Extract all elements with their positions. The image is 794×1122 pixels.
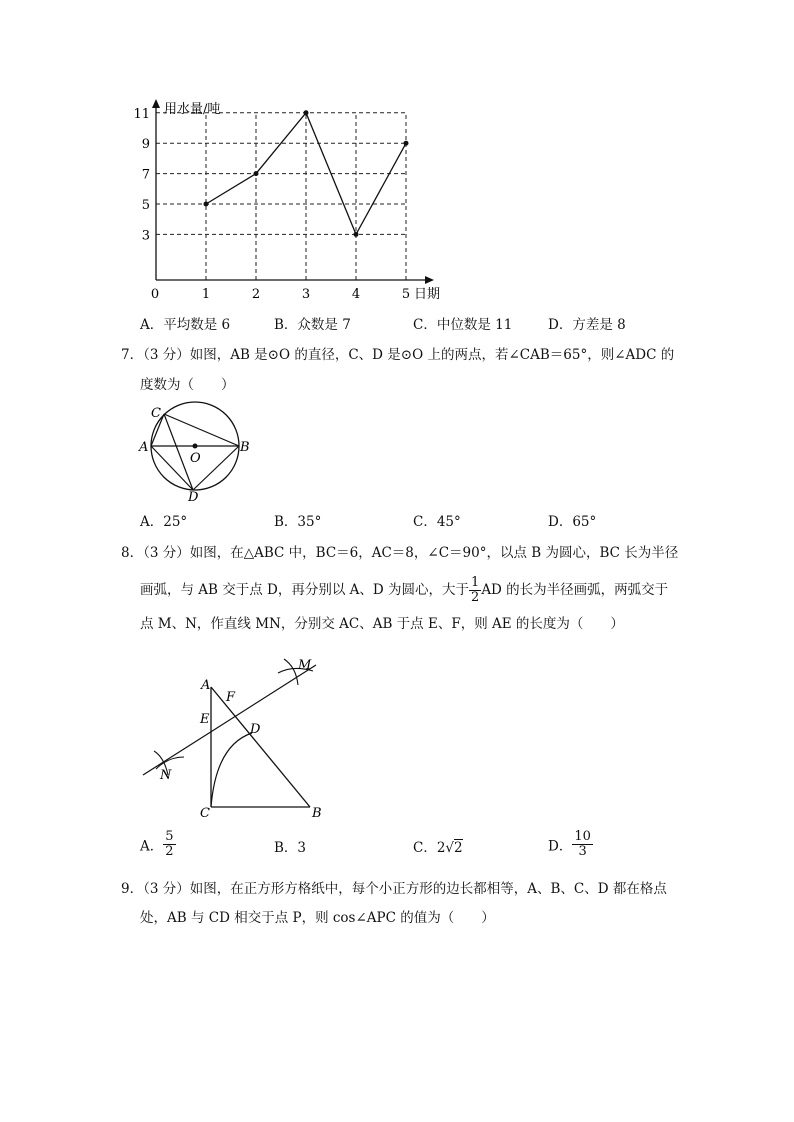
q8-stem-line3: 点 M、N，作直线 MN，分别交 AC、AB 于点 E、F，则 AE 的长度为（ ） [140, 616, 624, 632]
y-tick-label: 11 [133, 106, 150, 122]
q8-stem-line1: 8．（3 分）如图，在△ABC 中，BC＝6，AC＝8，∠C＝90°，以点 B 为圆心，BC 长为半径 [121, 545, 679, 561]
x-tick-label: 1 [201, 287, 211, 302]
q8-option-a[interactable]: A． $\frac{5}{2}$ [140, 829, 174, 859]
q6-option-b[interactable]: B．众数是 7 [274, 317, 351, 333]
label-m: M [298, 658, 312, 673]
y-tick-label: 9 [141, 137, 150, 153]
x-tick-label: 0 [150, 287, 160, 302]
q6-option-c[interactable]: C．中位数是 11 [413, 317, 513, 333]
chart-grid [156, 113, 406, 280]
segment-ab [211, 687, 310, 807]
label-b: B [240, 440, 250, 455]
segment-cd [164, 414, 193, 490]
q7-circle-figure [136, 400, 256, 505]
fraction-half: $\frac{1}{2}$ [471, 575, 480, 605]
label-n: N [160, 768, 172, 783]
x-tick-label: 2 [251, 287, 261, 302]
option-d-fraction: $\frac{10}{3}$ [574, 829, 591, 859]
data-point [204, 202, 209, 207]
q9-stem-line2: 处，AB 与 CD 相交于点 P，则 cos∠APC 的值为（ ） [140, 910, 495, 926]
q8-option-d[interactable]: D． $\frac{10}{3}$ [548, 829, 591, 859]
q6-option-a[interactable]: A．平均数是 6 [140, 317, 231, 333]
chart-axes [152, 99, 434, 284]
arc-cd [211, 733, 252, 807]
q7-stem-line2: 度数为（ ） [140, 377, 235, 393]
segment-cb [164, 414, 239, 446]
q8-triangle-figure [138, 645, 328, 825]
q8-stem-line2 [140, 576, 668, 605]
q7-option-c[interactable]: C．45° [413, 514, 461, 530]
q7-stem-line1: 7．（3 分）如图，AB 是⊙O 的直径，C、D 是⊙O 上的两点，若∠CAB＝65°，则∠ADC 的 [121, 347, 675, 363]
water-usage-chart [130, 95, 450, 305]
label-d: D [188, 490, 199, 505]
q6-option-d[interactable]: D．方差是 8 [548, 317, 626, 333]
q9-stem-line1: 9．（3 分）如图，在正方形方格纸中，每个小正方形的边长都相等，A、B、C、D 都在格点 [121, 881, 667, 897]
x-axis-label: 日期 [414, 287, 441, 302]
data-point [404, 141, 409, 146]
label-o: O [190, 451, 201, 466]
y-axis-label: 用水量/吨 [164, 102, 221, 117]
q8-option-b[interactable]: B．3 [274, 840, 307, 856]
label-e: E [200, 712, 210, 727]
radical-sign: √ [445, 840, 455, 856]
line-mn [143, 665, 316, 775]
q7-option-d[interactable]: D．65° [548, 514, 597, 530]
center-point-o [193, 444, 198, 449]
label-a: A [201, 678, 211, 693]
data-point [254, 171, 259, 176]
y-tick-label: 3 [141, 228, 150, 244]
x-axis-arrow [425, 276, 434, 284]
y-tick-label: 7 [141, 167, 150, 183]
label-f: F [226, 690, 236, 705]
q8-line2-post: AD 的长为半径画弧，两弧交于 [481, 582, 669, 598]
x-tick-label: 5 [401, 287, 411, 302]
q7-option-b[interactable]: B．35° [274, 514, 322, 530]
q8-option-c[interactable]: C．2√2 [413, 840, 463, 856]
q7-option-a[interactable]: A．25° [140, 514, 188, 530]
q8-line2-pre: 画弧，与 AB 交于点 D，再分别以 A、D 为圆心，大于 [140, 582, 470, 598]
label-a: A [139, 440, 149, 455]
option-a-fraction: $\frac{5}{2}$ [165, 829, 174, 859]
x-tick-label: 4 [351, 287, 361, 302]
label-c: C [151, 406, 161, 421]
label-d: D [250, 722, 261, 737]
y-axis-arrow [152, 99, 160, 108]
data-point [304, 110, 309, 115]
label-c: C [200, 806, 210, 821]
label-b: B [312, 806, 322, 821]
x-tick-label: 3 [301, 287, 311, 302]
y-tick-label: 5 [141, 198, 150, 213]
data-point [354, 232, 359, 237]
